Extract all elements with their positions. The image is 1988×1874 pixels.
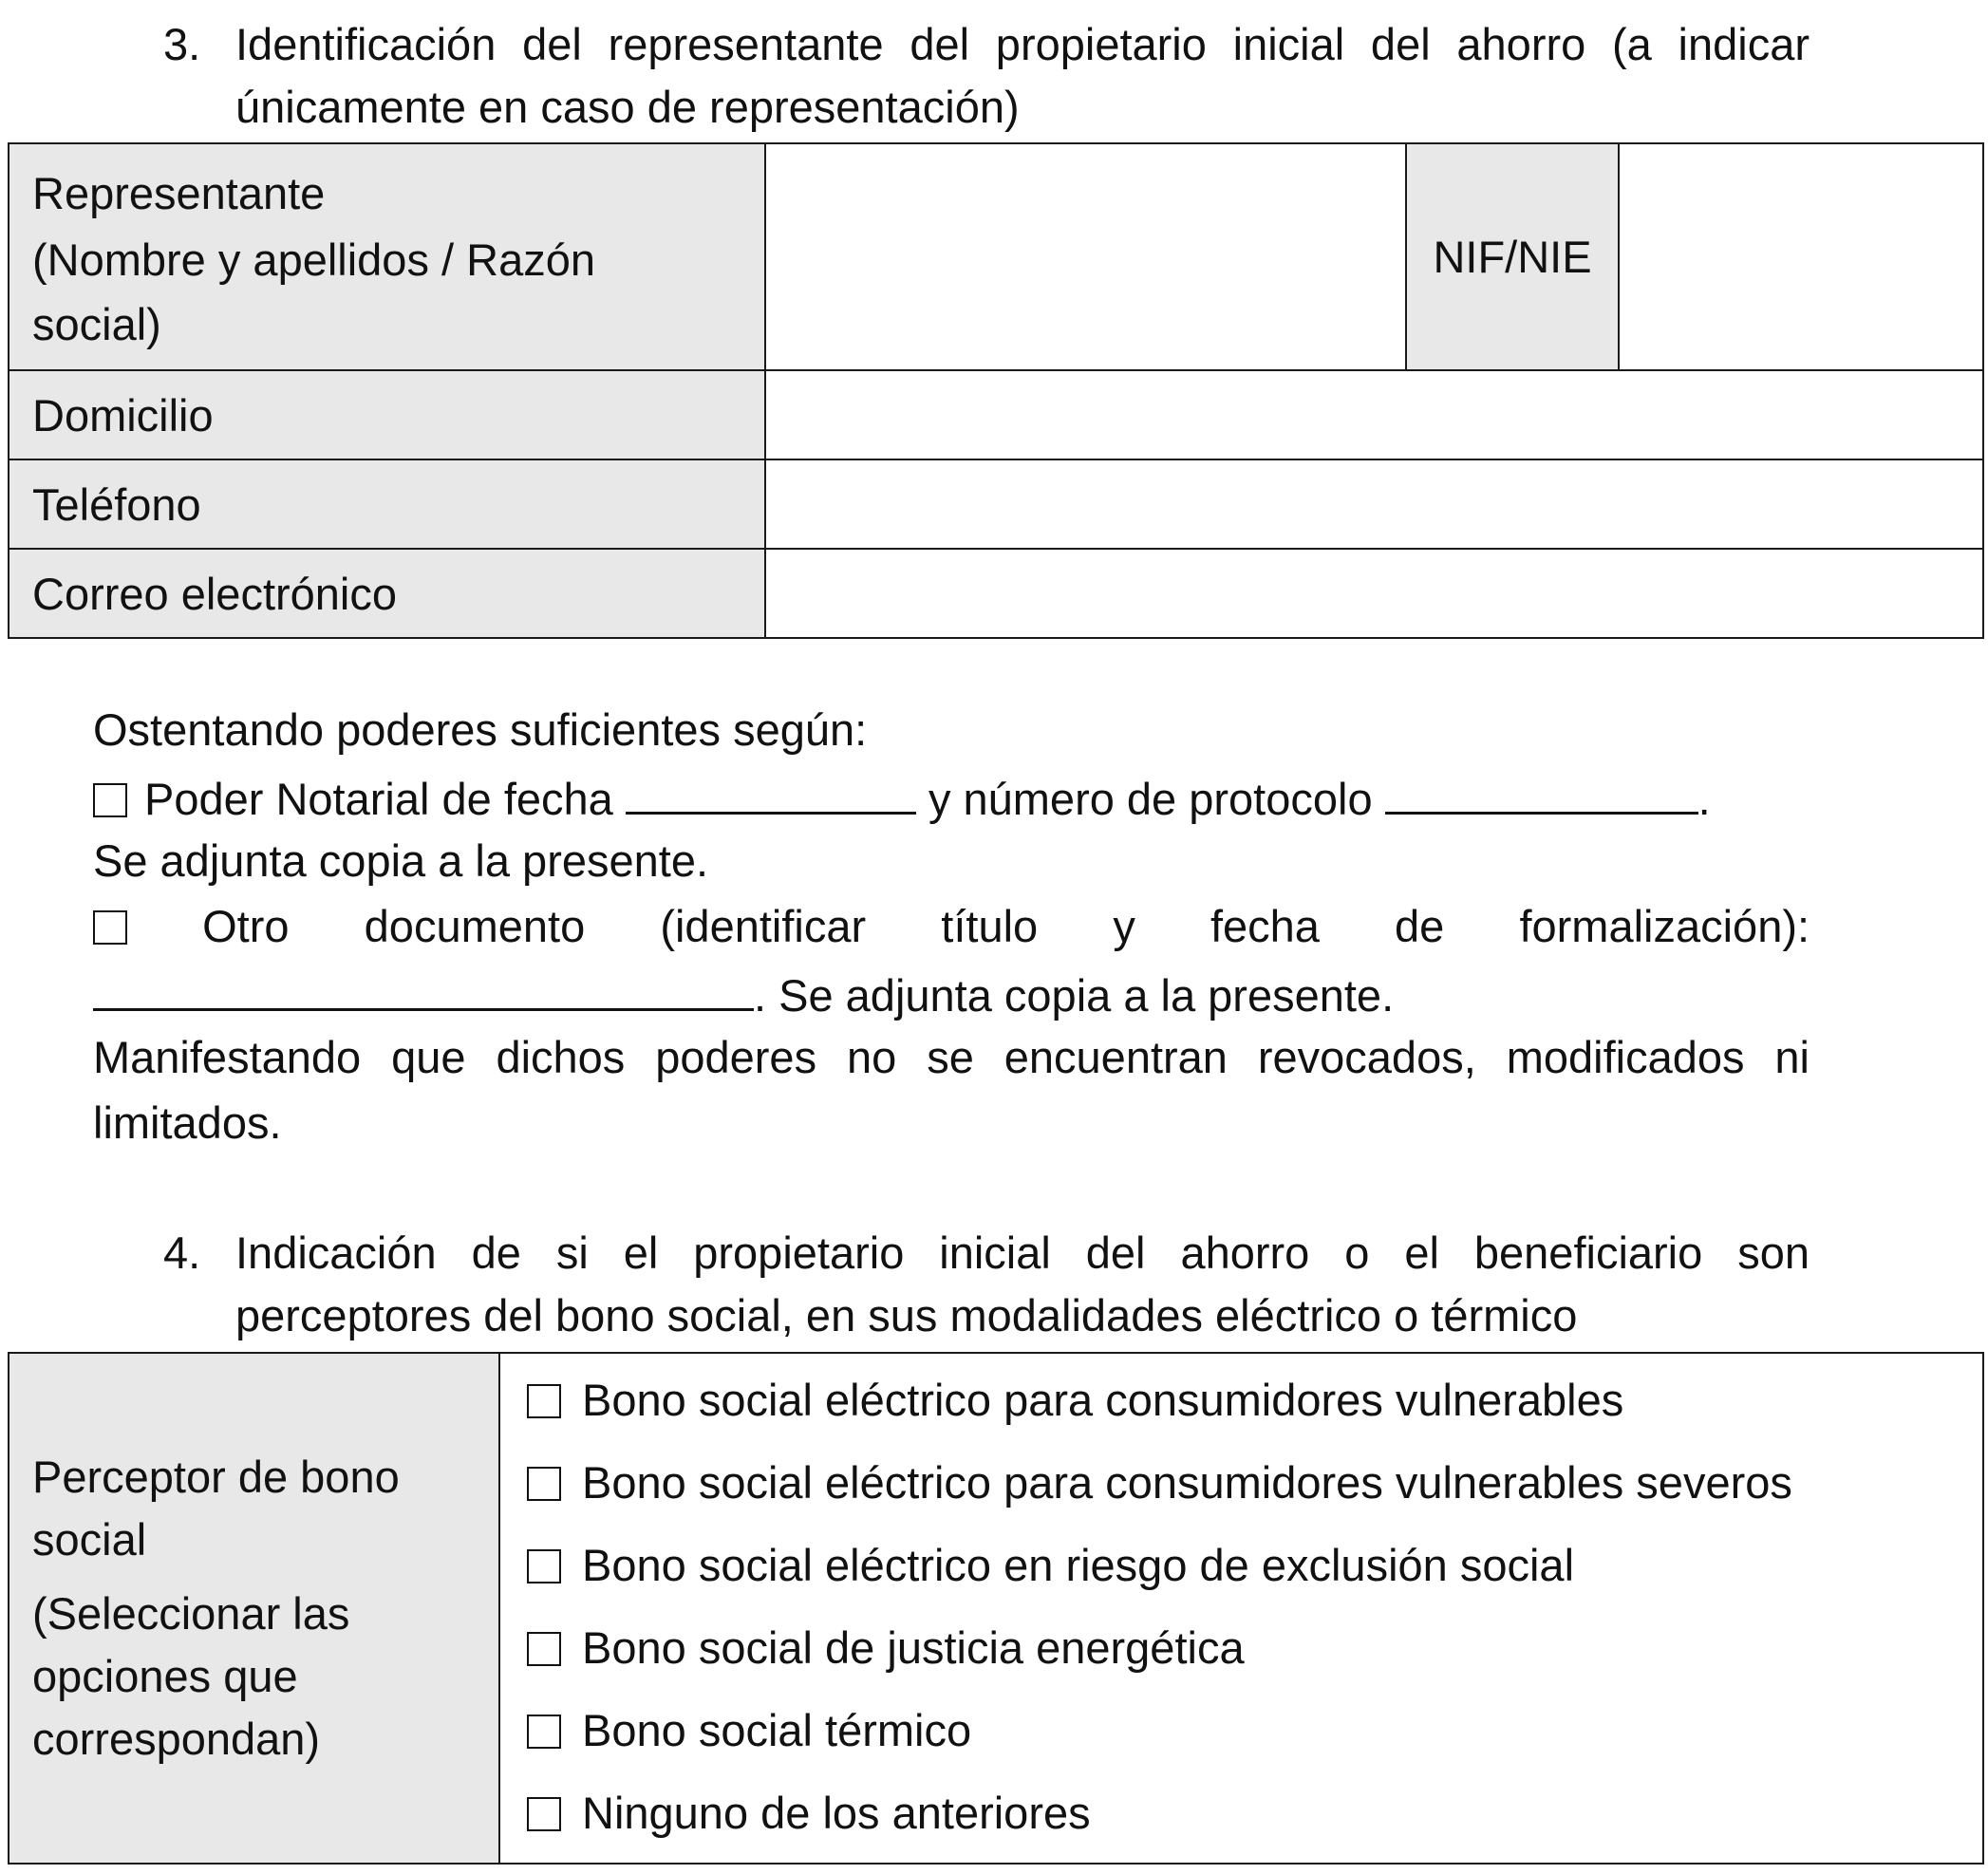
otro-documento-blank-line [93, 959, 1810, 1024]
row-bono-social [9, 1353, 1983, 1864]
section-4-heading [163, 1222, 1810, 1347]
bono-option-checkbox[interactable] [527, 1797, 561, 1831]
bono-option-checkbox[interactable] [527, 1384, 561, 1418]
poder-notarial-line [93, 762, 1810, 828]
bono-option-checkbox[interactable] [527, 1715, 561, 1749]
section-4-title-line1: Indicación de si el propietario inicial del ahorro o el beneficiario son [235, 1227, 1810, 1278]
representante-label-cell [9, 143, 765, 370]
representante-label-2: (Nombre y apellidos / Razón [32, 234, 595, 285]
domicilio-input[interactable] [765, 370, 1983, 459]
bono-option-label: Bono social eléctrico para consumidores vulnerables [582, 1375, 1624, 1425]
bono-option-label: Bono social eléctrico para consumidores vulnerables severos [582, 1457, 1792, 1508]
section-3-title-line2: únicamente en caso de representación) [235, 82, 1020, 132]
bono-option[interactable] [527, 1524, 1981, 1606]
bono-option-label: Ninguno de los anteriores [582, 1788, 1091, 1838]
bono-option[interactable] [527, 1359, 1981, 1441]
bono-option[interactable] [527, 1771, 1981, 1854]
representante-input[interactable] [765, 143, 1406, 370]
bono-label-cell [9, 1353, 499, 1864]
poder-fecha-blank[interactable] [626, 762, 916, 815]
otro-word: título [941, 901, 1039, 951]
protocolo-blank[interactable] [1385, 762, 1698, 815]
row-correo [9, 549, 1983, 638]
otro-word: fecha [1210, 901, 1320, 951]
otro-documento-checkbox[interactable] [93, 910, 127, 945]
adjunta-copia-1: Se adjunta copia a la presente. [93, 835, 709, 886]
manifestando-line2: limitados. [93, 1097, 282, 1148]
bono-options-cell [499, 1353, 1983, 1864]
bono-option[interactable] [527, 1441, 1981, 1524]
bono-option-label: Bono social eléctrico en riesgo de exclusión social [582, 1540, 1575, 1590]
adjunta-copia-2: . Se adjunta copia a la presente. [754, 970, 1395, 1021]
poder-notarial-text-a: Poder Notarial de fecha [144, 774, 613, 824]
poder-notarial-end: . [1697, 774, 1711, 824]
section-3-title-line1: Identificación del representante del propietario inicial del ahorro (a indicar [235, 19, 1810, 69]
representante-label-1: Representante [32, 167, 326, 218]
manifestando-line1: Manifestando que dichos poderes no se encuentran revocados, modificados ni [93, 1032, 1810, 1082]
otro-word: y [1113, 901, 1135, 951]
poderes-section [93, 697, 1810, 1155]
bono-label-1: Perceptor de bono [32, 1452, 400, 1502]
row-telefono [9, 459, 1983, 549]
correo-label: Correo electrónico [9, 549, 765, 638]
section-3-number: 3. [163, 19, 201, 69]
nif-label: NIF/NIE [1433, 232, 1592, 282]
poderes-intro: Ostentando poderes suficientes según: [93, 704, 868, 755]
otro-word: (identificar [660, 901, 867, 951]
domicilio-label: Domicilio [9, 370, 765, 459]
bono-label-5: correspondan) [32, 1714, 321, 1764]
otro-documento-line [93, 893, 1810, 959]
representante-label-3: social) [32, 298, 161, 349]
nif-label-cell [1406, 143, 1619, 370]
section-4-title-line2: perceptores del bono social, en sus modalidades eléctrico o térmico [235, 1290, 1578, 1340]
bono-option[interactable] [527, 1606, 1981, 1689]
bono-option-label: Bono social de justicia energética [582, 1622, 1245, 1673]
bono-option-checkbox[interactable] [527, 1549, 561, 1584]
bono-social-table [8, 1352, 1984, 1865]
bono-label-2: social [32, 1514, 147, 1565]
poder-notarial-text-b: y número de protocolo [928, 774, 1373, 824]
telefono-label: Teléfono [9, 459, 765, 549]
otro-documento-blank[interactable] [93, 959, 754, 1011]
bono-option-label: Bono social térmico [582, 1705, 972, 1755]
bono-option-checkbox[interactable] [527, 1632, 561, 1666]
otro-word: documento [364, 901, 586, 951]
representative-table [8, 142, 1984, 639]
row-representante [9, 143, 1983, 370]
poder-notarial-checkbox[interactable] [93, 783, 127, 817]
section-4-number: 4. [163, 1227, 201, 1278]
otro-word: Otro [202, 901, 290, 951]
bono-option[interactable] [527, 1689, 1981, 1771]
bono-label-4: opciones que [32, 1651, 298, 1701]
nif-input[interactable] [1619, 143, 1983, 370]
otro-word: de [1395, 901, 1445, 951]
otro-word: formalización): [1519, 901, 1810, 951]
telefono-input[interactable] [765, 459, 1983, 549]
correo-input[interactable] [765, 549, 1983, 638]
bono-option-checkbox[interactable] [527, 1467, 561, 1501]
row-domicilio [9, 370, 1983, 459]
bono-label-3: (Seleccionar las [32, 1588, 350, 1639]
